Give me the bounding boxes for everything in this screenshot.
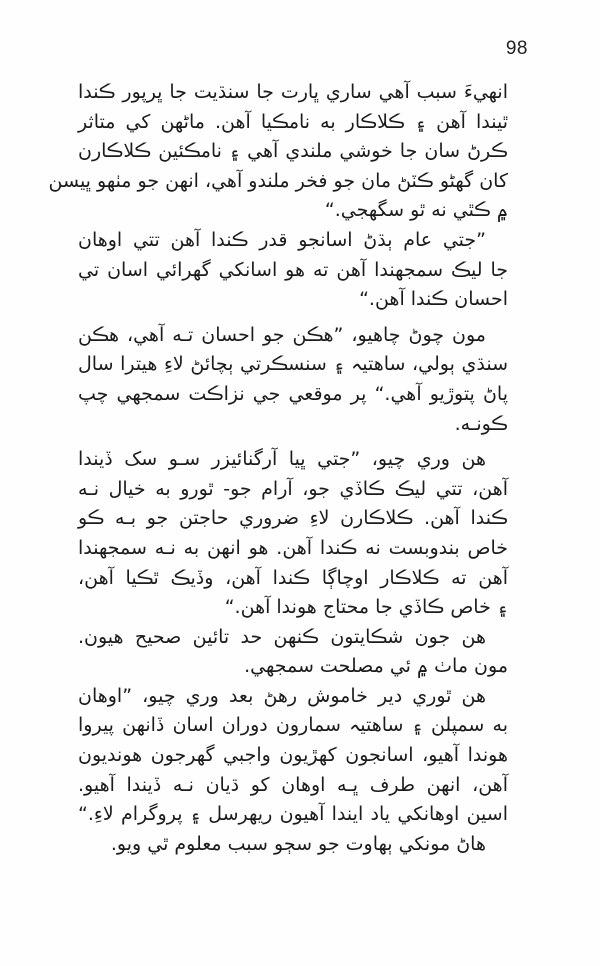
- text-line: خاص بندوبست نه ڪندا آهن. هو انهن به نـه سمجهندا: [78, 536, 508, 559]
- page-number: 98: [505, 38, 528, 59]
- text-line: انهيءَ سبب آهي ساري ڀارت جا سنڌيت جا ڀرپور ڪندا: [78, 81, 508, 103]
- text-line: هوندا آهيو، اسانجون کهڙيون واجبي گهرجون هونديون: [78, 744, 508, 767]
- text-line: آهن ته ڪلاڪار اوچاڳا ڪندا آهن، وڏيڪ ٿڪيا آهن،: [78, 566, 508, 589]
- text-line: آهن، انهن طرف ڀـه اوهان کو ڌيان نـه ڏيندا آهيو.: [78, 773, 508, 796]
- text-line: جا ليڪ سمجهندا آهن ته هو اسانکي گهرائي اسان تي: [78, 258, 508, 281]
- text-line: مون چوڻ چاهيو، ”هڪن جو احسان تـه آهي، هڪن: [78, 323, 486, 346]
- text-line: احسان ڪندا آهن.“: [359, 288, 508, 311]
- text-line: ۾ ڪٿي نه ٿو سگهجي.“: [324, 199, 508, 222]
- text-line: هن جون شڪايتون ڪنهن حد تائين صحيح هيون.: [78, 625, 486, 648]
- text-line: پاڻ پتوڙيو آهي.“ پر موقعي جي نزاڪت سمجهي چپ: [78, 382, 508, 405]
- text-line: مون ماٺ ۾ ئي مصلحت سمجهي.: [244, 655, 508, 678]
- text-line: سنڌي ٻولي، ساهتيہ ۽ سنسڪرتي ٻچائڻ لاءِ هيترا سال: [78, 353, 508, 376]
- paragraph-3: [78, 321, 508, 439]
- text-line: هن ٿوري دير خاموش رهڻ بعد وري چيو، ”اوهان: [78, 684, 486, 707]
- paragraph-4: [78, 445, 508, 623]
- text-line: ڪرڻ سان جا خوشي ملندي آهي ۽ نامڪئين ڪلاڪارن: [78, 140, 508, 163]
- text-line: ”جتي عام ٻڌڻ اسانجو قدر ڪندا آهن تتي اوهان: [78, 228, 486, 251]
- paragraph-1: [48, 78, 508, 226]
- text-line: ڪندا آهن. ڪلاڪارن لاءِ ضروري حاجتن جو بـه ڪو: [78, 507, 508, 530]
- text-line: هن وري چيو، ”جتي ڀيا آرگنائيزر سـو سک ڏيندا: [78, 448, 486, 471]
- text-line: به سمپلن ۽ ساهتيہ سمارون دوران اسان ڏانهن پيروا: [78, 714, 508, 737]
- text-line: ڪونـه.: [454, 412, 508, 435]
- text-line: اسين اوهانکي ياد ايندا آهيون ريهرسل ۽ پروگرام لاءِ.“: [78, 803, 508, 826]
- text-line: هاڻ مونکي ٻهاوت جو سڄو سبب معلوم ٿي ويو.: [110, 832, 486, 855]
- text-line: آهن، تتي ليڪ ڪاڏي جو، آرام جو- ٿورو به خيال نـه: [78, 477, 508, 500]
- page-body-text: [48, 78, 508, 859]
- text-line: کان گهڻو ڪٽڻ مان جو فخر ملندو آهي، انهن جو مٺهو ڀيسن: [48, 169, 508, 192]
- text-line: ٿيندا آهن ۽ ڪلاڪار به نامڪيا آهن. ماڻهن کي متاثر: [78, 110, 508, 133]
- paragraph-6: [78, 682, 508, 860]
- text-line: ۽ خاص ڪاڏي جا محتاج هوندا آهن.“: [224, 596, 508, 619]
- paragraph-5: [78, 623, 508, 682]
- paragraph-2: [78, 226, 508, 315]
